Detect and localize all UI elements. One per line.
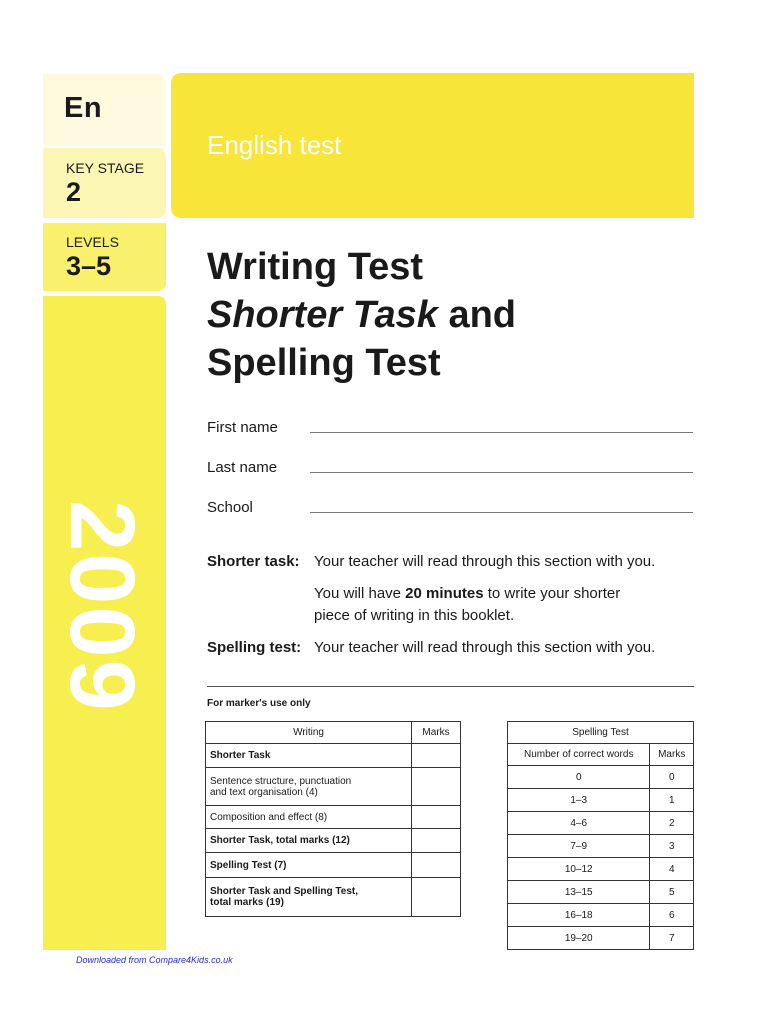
title-line-2-rest: and [437, 294, 517, 336]
title-italic: Shorter Task [207, 294, 438, 336]
table-cell: 7–9 [508, 835, 650, 858]
table-row: Composition and effect (8) [206, 806, 412, 829]
row-text: Shorter Task and Spelling Test, [210, 886, 358, 897]
marks-box[interactable] [412, 806, 461, 829]
time-instruction [314, 583, 620, 605]
time-instruction-line2: piece of writing in this booklet. [314, 607, 515, 624]
table-cell: 6 [650, 904, 694, 927]
row-text: total marks (19) [210, 897, 284, 908]
shorter-task-label: Shorter task: [207, 553, 300, 570]
time-bold: 20 minutes [405, 585, 484, 602]
page-title [207, 243, 516, 387]
table-cell: 2 [650, 812, 694, 835]
table-cell: 4–6 [508, 812, 650, 835]
marks-box[interactable] [412, 768, 461, 806]
title-line-2 [207, 291, 516, 339]
key-stage-value: 2 [66, 177, 82, 207]
table-cell: 7 [650, 927, 694, 950]
table-row [206, 878, 412, 917]
marks-col-header: Marks [412, 722, 461, 744]
subject-panel [43, 74, 166, 146]
marker-note: For marker's use only [207, 698, 311, 709]
last-name-field[interactable] [310, 472, 693, 473]
table-cell: 13–15 [508, 881, 650, 904]
school-field[interactable] [310, 512, 693, 513]
levels-value: 3–5 [66, 251, 112, 281]
writing-col-header: Writing [206, 722, 412, 744]
table-row [206, 768, 412, 806]
key-stage-panel [43, 148, 166, 218]
divider [207, 686, 694, 687]
subject-code: En [64, 92, 103, 124]
shorter-task-text: Your teacher will read through this section with you. [314, 553, 656, 570]
title-line-3: Spelling Test [207, 342, 441, 384]
table-cell: 0 [650, 766, 694, 789]
time-pre: You will have [314, 585, 406, 602]
writing-marks-table [205, 721, 461, 917]
table-cell: 3 [650, 835, 694, 858]
table-cell: 0 [508, 766, 650, 789]
time-post: to write your shorter [483, 585, 621, 602]
spelling-table-title: Spelling Test [508, 722, 694, 744]
table-row: Spelling Test (7) [206, 853, 412, 878]
table-row: Shorter Task [206, 744, 412, 768]
key-stage-label: KEY STAGE [66, 160, 145, 176]
table-row: Shorter Task, total marks (12) [206, 829, 412, 853]
table-cell: 19–20 [508, 927, 650, 950]
row-text: and text organisation (4) [210, 786, 318, 798]
table-cell: 16–18 [508, 904, 650, 927]
table-cell: 10–12 [508, 858, 650, 881]
marks-box[interactable] [412, 829, 461, 853]
spelling-test-label: Spelling test: [207, 639, 302, 656]
title-line-1: Writing Test [207, 246, 424, 288]
levels-label: LEVELS [66, 234, 119, 250]
spelling-test-text: Your teacher will read through this section with you. [314, 639, 656, 656]
download-source-link[interactable]: Downloaded from Compare4Kids.co.uk [76, 955, 233, 965]
correct-words-header: Number of correct words [508, 744, 650, 766]
table-cell: 1–3 [508, 789, 650, 812]
last-name-label: Last name [207, 459, 278, 476]
year-vertical: 2009 [51, 500, 153, 713]
table-cell: 5 [650, 881, 694, 904]
marks-box[interactable] [412, 878, 461, 917]
first-name-label: First name [207, 419, 278, 436]
banner-title: English test [207, 130, 342, 160]
school-label: School [207, 499, 253, 516]
spelling-marks-header: Marks [650, 744, 694, 766]
row-text: Sentence structure, punctuation [210, 775, 352, 787]
table-cell: 1 [650, 789, 694, 812]
table-cell: 4 [650, 858, 694, 881]
first-name-field[interactable] [310, 432, 693, 433]
marks-box[interactable] [412, 853, 461, 878]
spelling-marks-table [507, 721, 694, 950]
marks-box[interactable] [412, 744, 461, 768]
